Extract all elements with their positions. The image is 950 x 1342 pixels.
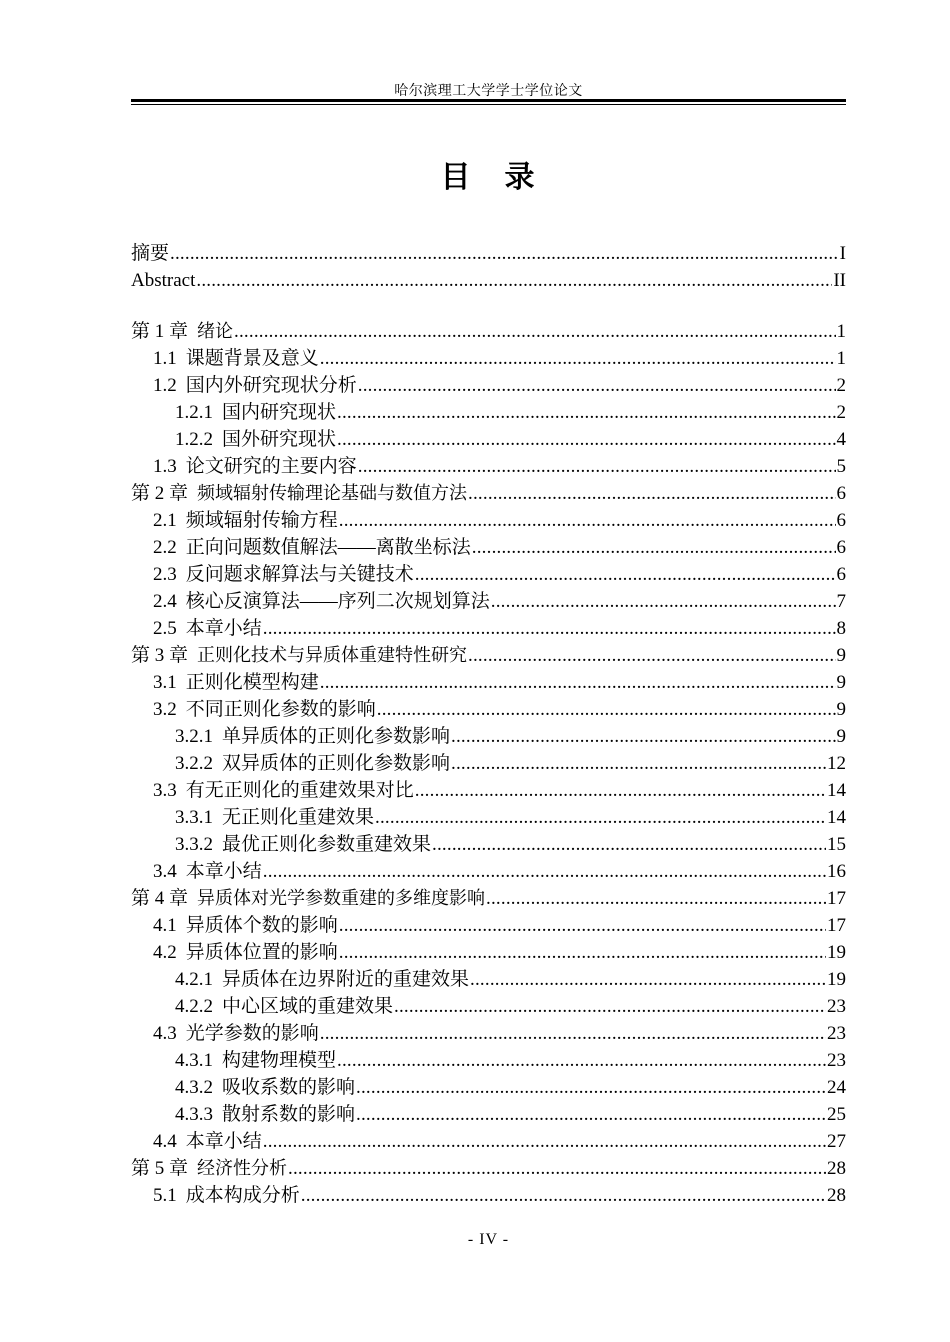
toc-entry-title [175,399,336,426]
toc-entry-page: 23 [827,996,846,1017]
toc-section-entry[interactable] [131,723,846,750]
toc-entry-number: 2.3 [153,564,177,585]
toc-section-entry[interactable] [131,615,846,642]
header-rule-thin [131,104,846,105]
toc-entry-page: 28 [827,1185,846,1206]
toc-leader-dots [468,642,835,669]
toc-section-entry[interactable] [131,426,846,453]
toc-leader-dots [451,750,826,777]
toc-entry-page: 1 [836,348,846,369]
toc-leader-dots [358,372,836,399]
toc-entry-title [153,939,338,966]
running-header: 哈尔滨理工大学学士学位论文 [394,84,583,99]
toc-entry-page: 17 [827,888,846,909]
toc-entry-number: 4.2 [153,942,177,963]
toc-leader-dots [263,615,836,642]
toc-entry-label: 有无正则化的重建效果对比 [185,780,414,801]
toc-leader-dots [288,1155,826,1182]
toc-entry-label: 成本构成分析 [185,1185,300,1206]
toc-entry-label: 无正则化重建效果 [222,807,375,828]
toc-entry-label: 反问题求解算法与关键技术 [185,564,414,585]
toc-leader-dots [394,993,826,1020]
toc-entry-number: 第 2 章 [131,483,189,504]
toc-entry-title [153,669,319,696]
toc-entry-title [175,804,374,831]
toc-entry-label: 论文研究的主要内容 [185,456,357,477]
title-char-1: 目 [440,160,473,195]
toc-leader-dots [470,966,826,993]
toc-entry-number: 1.2.1 [175,402,213,423]
toc-entry-title [153,1128,262,1155]
toc-entry-page: 9 [836,726,846,747]
toc-entry-page: 8 [836,618,846,639]
toc-entry-number: 第 1 章 [131,321,189,342]
toc-entry-number: 第 3 章 [131,645,189,666]
toc-entry-label: 最优正则化参数重建效果 [222,834,432,855]
toc-entry-label: 吸收系数的影响 [222,1077,356,1098]
toc-entry-title [153,534,471,561]
toc-section-entry[interactable] [131,831,846,858]
toc-entry-number: 1.2 [153,375,177,396]
toc-chapter-entry[interactable] [131,318,846,345]
toc-leader-dots [339,939,826,966]
toc-entry-title [153,615,262,642]
toc-leader-dots [234,318,835,345]
toc-leader-dots [377,696,836,723]
toc-entry-label: 频域辐射传输理论基础与数值方法 [197,483,468,504]
toc-entry-number: 3.3.2 [175,834,213,855]
toc-entry-title [153,345,319,372]
toc-section-entry[interactable] [131,345,846,372]
toc-entry-page: 2 [836,402,846,423]
toc-leader-dots [486,885,826,912]
toc-section-entry[interactable] [131,804,846,831]
toc-leader-dots [451,723,835,750]
toc-entry-title [153,453,357,480]
toc-section-entry[interactable] [131,534,846,561]
toc-leader-dots [337,399,835,426]
toc-entry-number: 3.3 [153,780,177,801]
toc-section-entry[interactable] [131,453,846,480]
toc-entry-page: 15 [827,834,846,855]
toc-chapter-entry[interactable] [131,642,846,669]
toc-entry-number: 3.1 [153,672,177,693]
toc-section-entry[interactable] [131,507,846,534]
toc-entry-label: 光学参数的影响 [185,1023,319,1044]
toc-entry-number: 4.3.3 [175,1104,213,1125]
toc-leader-dots [432,831,826,858]
table-of-contents [131,318,846,1209]
toc-entry-label: 异质体位置的影响 [185,942,338,963]
toc-entry-number: 1.2.2 [175,429,213,450]
toc-leader-dots [358,453,836,480]
toc-leader-dots [472,534,836,561]
toc-entry-label: 正则化模型构建 [185,672,319,693]
toc-entry-page: 9 [836,645,846,666]
toc-entry-label: Abstract [131,270,196,291]
toc-entry-number: 2.1 [153,510,177,531]
toc-entry-page: 6 [836,537,846,558]
toc-entry-title [175,831,431,858]
toc-section-entry[interactable] [131,696,846,723]
toc-entry-page: 9 [836,699,846,720]
toc-section-entry[interactable] [131,858,846,885]
toc-entry-page: 9 [836,672,846,693]
toc-section-entry[interactable] [131,1101,846,1128]
toc-leader-dots [356,1101,826,1128]
toc-chapter-entry[interactable] [131,480,846,507]
toc-entry-title [175,1074,355,1101]
toc-entry-title [175,966,469,993]
toc-section-entry[interactable] [131,939,846,966]
toc-section-entry[interactable] [131,561,846,588]
toc-section-entry[interactable] [131,399,846,426]
toc-entry-number: 4.3 [153,1023,177,1044]
toc-entry-number: 4.2.1 [175,969,213,990]
toc-entry-page: II [833,270,846,291]
toc-section-entry[interactable] [131,588,846,615]
toc-section-entry[interactable] [131,1182,846,1209]
toc-leader-dots [320,1020,826,1047]
toc-entry-title [175,1047,336,1074]
toc-chapter-entry[interactable] [131,1155,846,1182]
toc-entry-page: 24 [827,1077,846,1098]
toc-entry-page: 25 [827,1104,846,1125]
toc-entry-title [175,993,393,1020]
toc-leader-dots [339,507,836,534]
toc-entry-title [131,885,485,912]
page-number: - IV - [467,1231,510,1248]
toc-section-entry[interactable] [131,1020,846,1047]
toc-entry-label: 单异质体的正则化参数影响 [222,726,451,747]
toc-entry-label: 本章小结 [185,861,262,882]
toc-entry-label: 正向问题数值解法——离散坐标法 [185,537,471,558]
toc-entry-title [153,1182,300,1209]
toc-entry-label: 异质体个数的影响 [185,915,338,936]
toc-entry-number: 3.3.1 [175,807,213,828]
toc-entry-label: 不同正则化参数的影响 [185,699,376,720]
toc-leader-dots [415,561,836,588]
toc-entry-title [131,318,233,345]
toc-entry-number: 2.2 [153,537,177,558]
toc-entry-label: 正则化技术与异质体重建特性研究 [197,645,468,666]
toc-entry-label: 中心区域的重建效果 [222,996,394,1017]
toc-section-entry[interactable] [131,993,846,1020]
toc-entry-title [153,372,357,399]
toc-entry-page: 27 [827,1131,846,1152]
toc-entry-page: 14 [827,807,846,828]
toc-entry-title [153,507,338,534]
toc-entry-page: 7 [836,591,846,612]
header-rule-thick [131,99,846,102]
toc-entry-label: 频域辐射传输方程 [185,510,338,531]
toc-entry-title [153,696,376,723]
toc-entry-number: 1.3 [153,456,177,477]
toc-entry-number: 4.1 [153,915,177,936]
toc-entry-page: 1 [836,321,846,342]
toc-entry-page: 6 [836,483,846,504]
front-matter-entry[interactable] [131,240,846,267]
toc-leader-dots [337,1047,826,1074]
toc-entry-title [153,858,262,885]
toc-entry-label: 国外研究现状 [222,429,337,450]
toc-entry-page: 12 [827,753,846,774]
toc-leader-dots [196,267,832,294]
title-char-2: 录 [504,160,537,195]
toc-leader-dots [337,426,835,453]
toc-entry-label: 双异质体的正则化参数影响 [222,753,451,774]
toc-entry-title [131,267,195,294]
toc-leader-dots [339,912,826,939]
toc-entry-label: 国内研究现状 [222,402,337,423]
toc-entry-number: 第 5 章 [131,1158,189,1179]
toc-entry-label: 散射系数的影响 [222,1104,356,1125]
toc-entry-number: 2.5 [153,618,177,639]
toc-entry-number: 5.1 [153,1185,177,1206]
front-matter-entry[interactable] [131,267,846,294]
toc-entry-page: 14 [827,780,846,801]
toc-entry-number: 1.1 [153,348,177,369]
toc-entry-title [175,750,450,777]
toc-entry-number: 3.2 [153,699,177,720]
toc-section-entry[interactable] [131,750,846,777]
toc-leader-dots [375,804,826,831]
toc-leader-dots [320,345,836,372]
toc-entry-label: 摘要 [131,243,170,264]
toc-entry-title [153,777,414,804]
toc-entry-page: 5 [836,456,846,477]
toc-section-entry[interactable] [131,1128,846,1155]
toc-entry-title [153,1020,319,1047]
toc-entry-number: 第 4 章 [131,888,189,909]
toc-entry-label: 经济性分析 [197,1158,288,1179]
toc-entry-page: 2 [836,375,846,396]
toc-entry-page: 19 [827,969,846,990]
toc-entry-page: 16 [827,861,846,882]
front-matter-list [131,240,846,294]
toc-entry-title [175,723,450,750]
toc-entry-label: 异质体在边界附近的重建效果 [222,969,470,990]
toc-entry-title [131,1155,287,1182]
toc-entry-number: 3.2.2 [175,753,213,774]
toc-leader-dots [263,1128,826,1155]
toc-entry-number: 2.4 [153,591,177,612]
toc-leader-dots [356,1074,826,1101]
toc-entry-page: 6 [836,510,846,531]
toc-entry-number: 4.2.2 [175,996,213,1017]
toc-chapter-entry[interactable] [131,885,846,912]
toc-entry-page: 19 [827,942,846,963]
toc-entry-label: 构建物理模型 [222,1050,337,1071]
toc-entry-number: 4.3.2 [175,1077,213,1098]
toc-entry-title [131,642,467,669]
toc-entry-label: 异质体对光学参数重建的多维度影响 [197,888,486,909]
toc-section-entry[interactable] [131,1047,846,1074]
page-title [131,152,846,196]
toc-entry-title [175,426,336,453]
toc-section-entry[interactable] [131,912,846,939]
toc-entry-label: 本章小结 [185,618,262,639]
toc-entry-label: 国内外研究现状分析 [185,375,357,396]
toc-entry-title [131,240,169,267]
toc-leader-dots [415,777,826,804]
toc-entry-title [153,588,490,615]
toc-entry-page: I [839,243,846,264]
toc-entry-number: 3.2.1 [175,726,213,747]
toc-leader-dots [468,480,835,507]
toc-entry-page: 23 [827,1050,846,1071]
toc-entry-title [153,912,338,939]
toc-leader-dots [491,588,836,615]
toc-section-entry[interactable] [131,1074,846,1101]
toc-section-entry[interactable] [131,669,846,696]
toc-leader-dots [320,669,836,696]
toc-entry-title [153,561,414,588]
toc-entry-label: 课题背景及意义 [185,348,319,369]
toc-entry-page: 28 [827,1158,846,1179]
toc-entry-page: 6 [836,564,846,585]
toc-entry-page: 4 [836,429,846,450]
toc-entry-label: 本章小结 [185,1131,262,1152]
toc-entry-page: 17 [827,915,846,936]
toc-section-entry[interactable] [131,777,846,804]
toc-entry-title [131,480,467,507]
toc-section-entry[interactable] [131,966,846,993]
toc-entry-title [175,1101,355,1128]
toc-leader-dots [263,858,826,885]
toc-entry-number: 4.3.1 [175,1050,213,1071]
toc-leader-dots [170,240,839,267]
toc-entry-label: 核心反演算法——序列二次规划算法 [185,591,490,612]
toc-entry-number: 4.4 [153,1131,177,1152]
toc-entry-number: 3.4 [153,861,177,882]
toc-leader-dots [301,1182,826,1209]
toc-section-entry[interactable] [131,372,846,399]
toc-entry-label: 绪论 [197,321,234,342]
toc-entry-page: 23 [827,1023,846,1044]
